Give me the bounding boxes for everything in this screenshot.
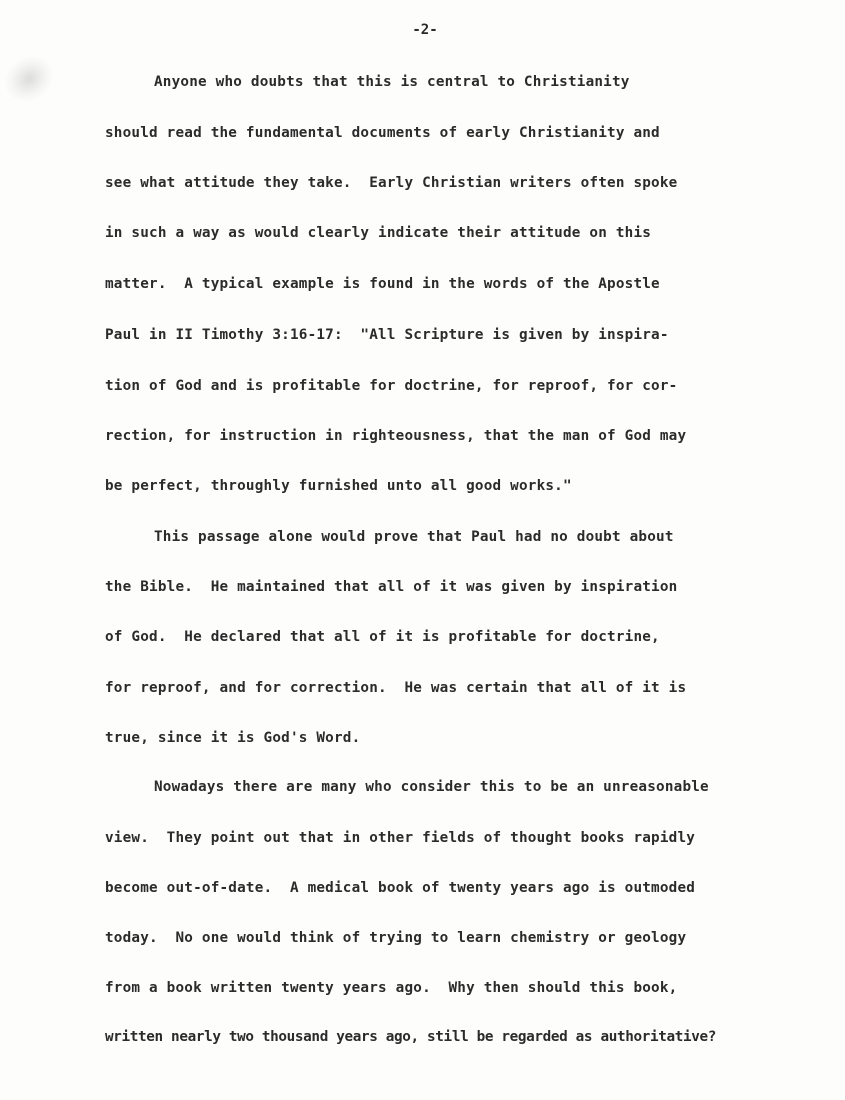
text-line: from a book written twenty years ago. Why then should this book, [105,980,678,996]
text-line: view. They point out that in other fields of thought books rapidly [105,830,696,846]
text-line: should read the fundamental documents of early Christianity and [105,125,660,141]
text-line: see what attitude they take. Early Christian writers often spoke [105,175,678,191]
text-line: be perfect, throughly furnished unto all good works." [105,478,572,494]
text-line: for reproof, and for correction. He was certain that all of it is [105,680,687,696]
text-line: Nowadays there are many who consider this to be an unreasonable [154,779,709,795]
text-line: tion of God and is profitable for doctrine, for reproof, for cor- [105,378,678,394]
text-line: Anyone who doubts that this is central to Christianity [154,74,630,90]
page-number: -2- [412,22,438,38]
text-line: the Bible. He maintained that all of it was given by inspiration [105,579,678,595]
text-line: in such a way as would clearly indicate their attitude on this [105,225,652,241]
text-line: Paul in II Timothy 3:16-17: "All Scripture is given by inspira- [105,327,669,343]
text-line: matter. A typical example is found in the words of the Apostle [105,276,660,292]
text-line: This passage alone would prove that Paul had no doubt about [154,529,674,545]
text-line: today. No one would think of trying to learn chemistry or geology [105,930,687,946]
text-line: true, since it is God's Word. [105,730,361,746]
text-line: rection, for instruction in righteousness, that the man of God may [105,428,687,444]
ink-smudge [0,47,62,110]
text-line: written nearly two thousand years ago, still be regarded as authoritative? [105,1029,717,1045]
text-line: become out-of-date. A medical book of twenty years ago is outmoded [105,880,696,896]
text-line: of God. He declared that all of it is profitable for doctrine, [105,629,660,645]
